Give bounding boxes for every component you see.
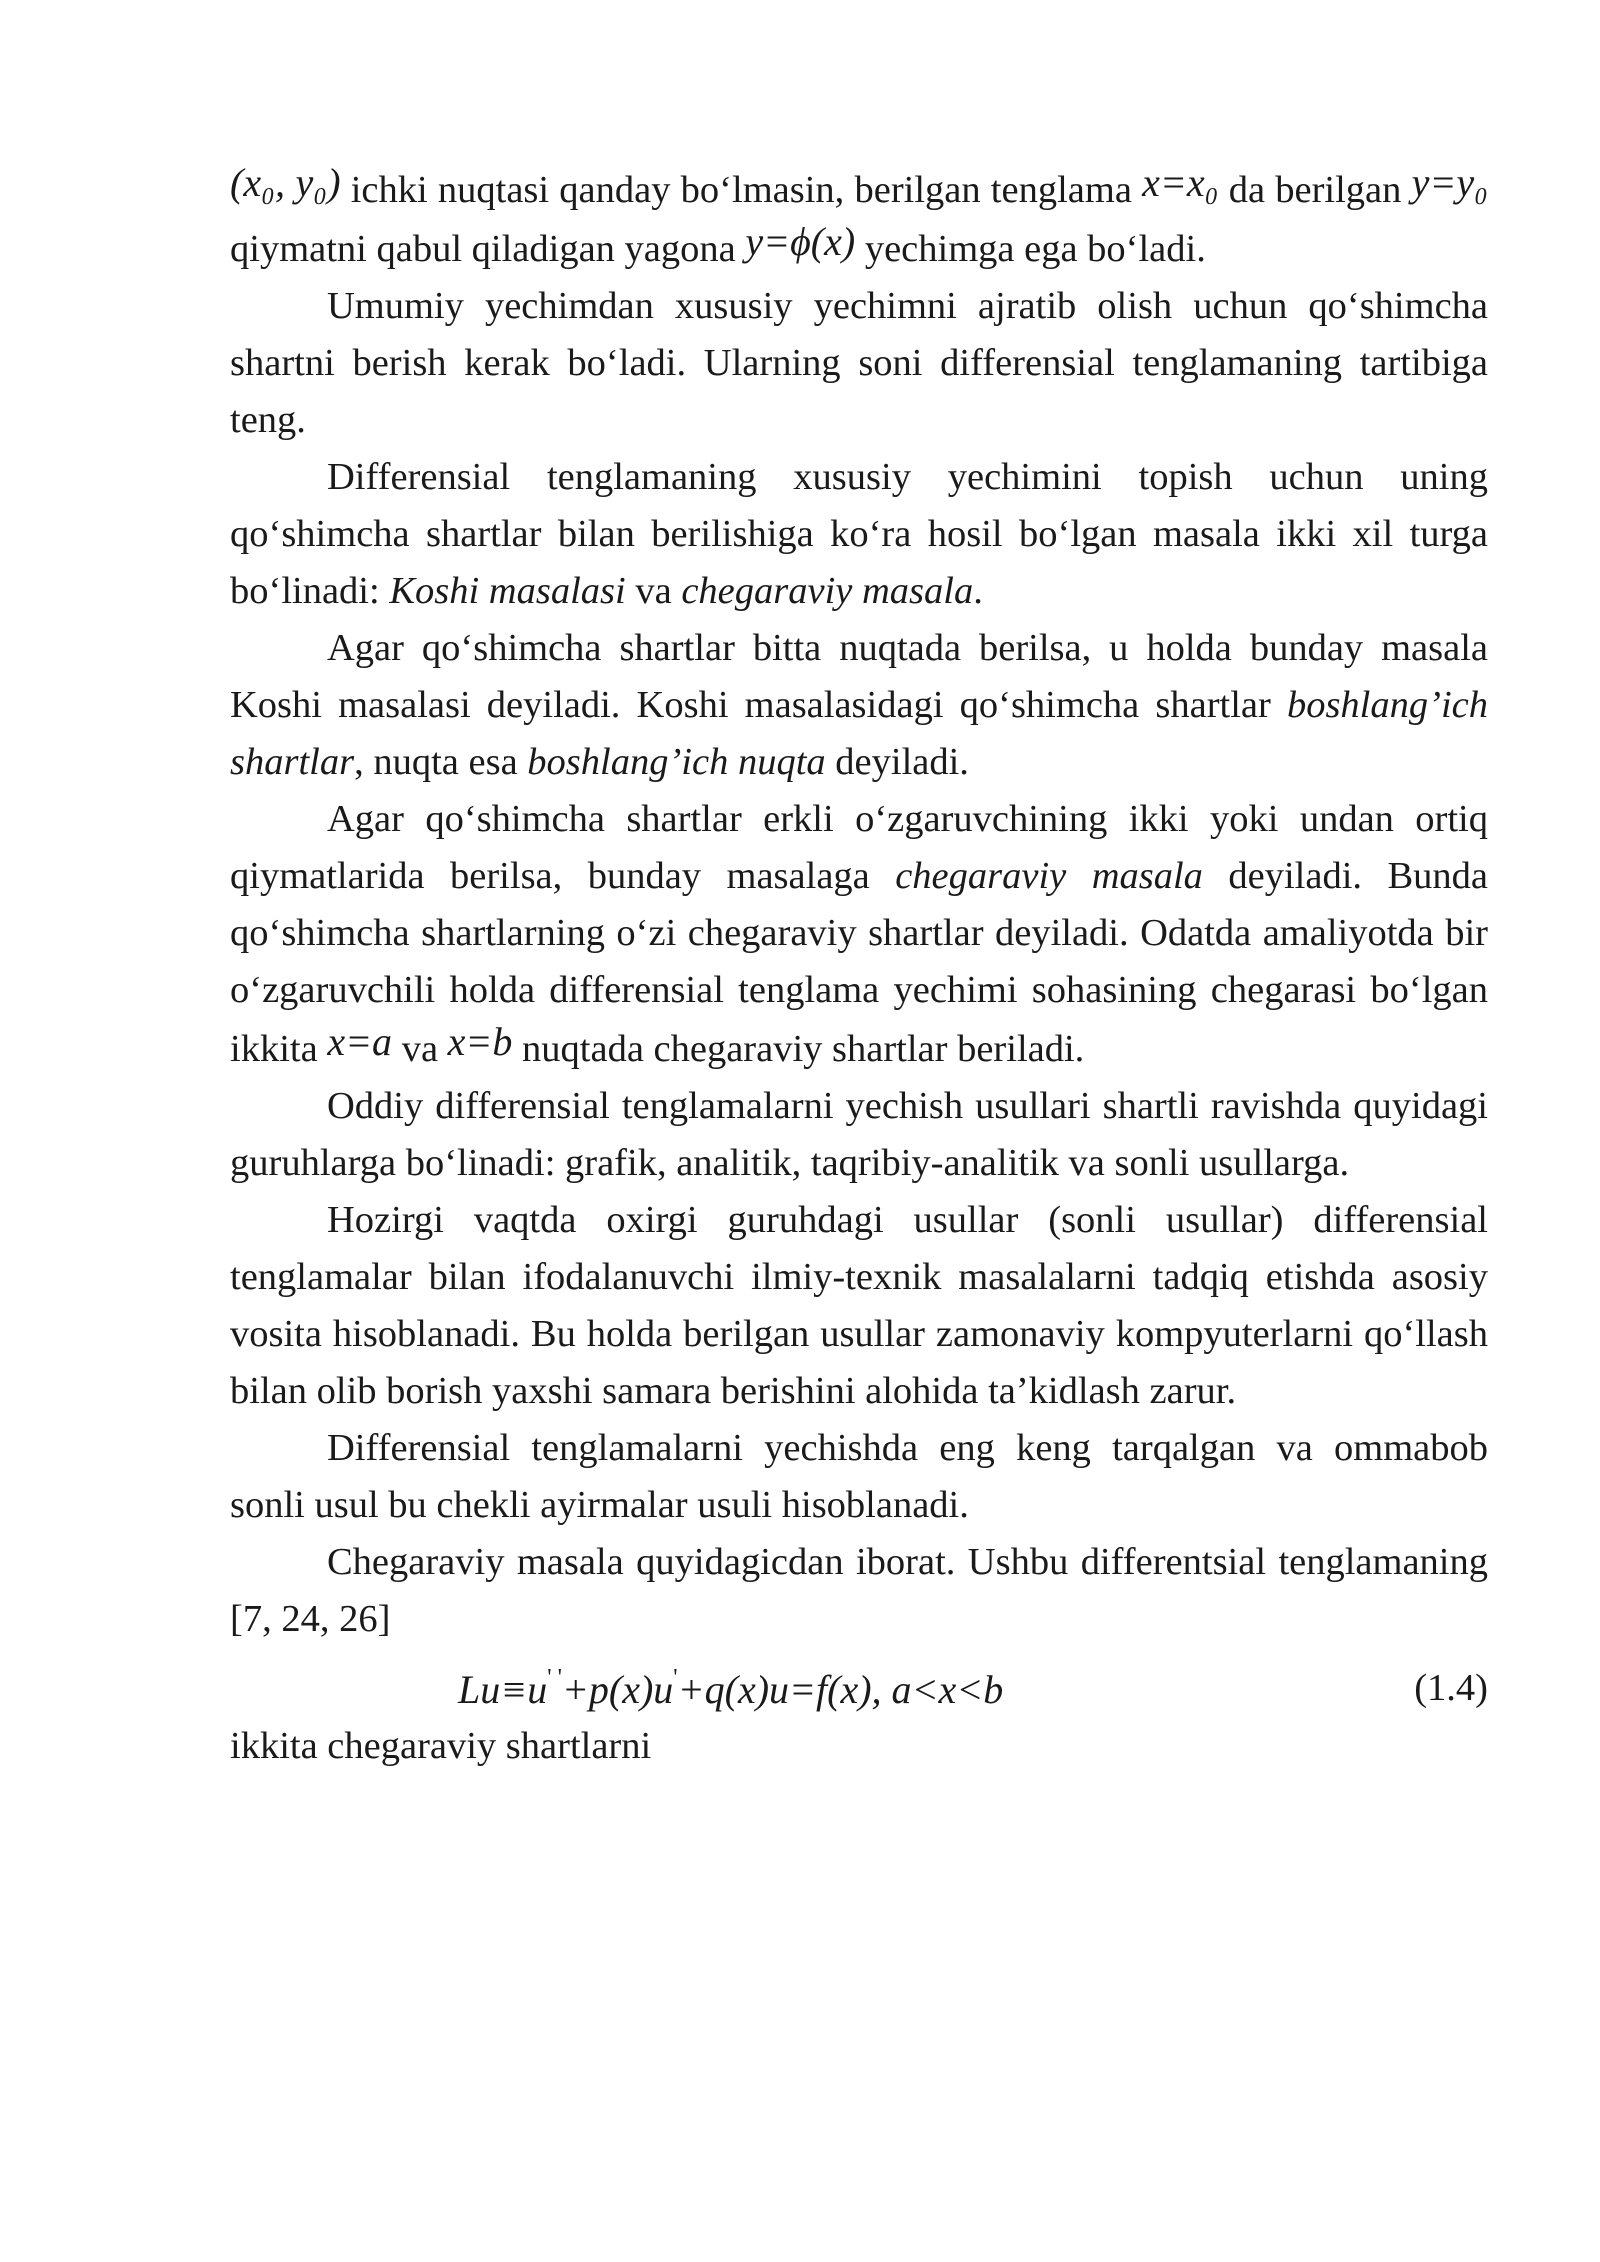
math-y-eq-phi: y=ϕ(x) (745, 219, 856, 264)
equation-part: +q(x)u=f(x), a<x<b (677, 1667, 1004, 1712)
text-span: va (392, 1028, 448, 1070)
italic-term: boshlang’ich shartlar (230, 684, 1488, 783)
text-span: . (973, 570, 983, 612)
italic-term: Koshi masalasi (389, 570, 626, 612)
italic-term: chegaraviy masala (681, 570, 974, 612)
paragraph-7: Hozirgi vaqtda oxirgi guruhdagi usullar (sonli usullar) differensial tenglamalar bilan ifodalanuvchi ilmiy-texnik masalalarni tadqiq etishda asosiy vosita hisoblanadi. Bu holda berilgan usullar zamonaviy kompyuterlarni qo‘llash bilan olib borish yaxshi samara berishini alohida ta’kidlash zarur. (230, 1199, 1488, 1412)
equation-1-4 (230, 1648, 1488, 1718)
paragraph-8: Differensial tenglamalarni yechishda eng keng tarqalgan va ommabob sonli usul bu chekli ayirmalar usuli hisoblanadi. (230, 1427, 1488, 1526)
paragraph-5 (230, 791, 1488, 1078)
prime: ' (673, 1665, 678, 1691)
math-x-eq-b: x=b (447, 1019, 513, 1064)
double-prime: ' ' (547, 1665, 562, 1691)
paragraph-9: Chegaraviy masala quyidagicdan iborat. Ushbu differentsial tenglamaning [7, 24, 26] (230, 1541, 1488, 1640)
text-span: Agar qo‘shimcha shartlar erkli o‘zgaruvchining ikki yoki undan ortiq qiymatlarida berilsa, bunday masalaga (230, 798, 1488, 897)
text-span: va (625, 570, 682, 612)
paragraph-10: ikkita chegaraviy shartlarni (230, 1725, 652, 1767)
italic-term: chegaraviy masala (895, 855, 1203, 897)
paragraph-6: Oddiy differensial tenglamalarni yechish usullari shartli ravishda quyidagi guruhlarga bo‘linadi: grafik, analitik, taqribiy-analitik va sonli usullarga. (230, 1085, 1488, 1184)
math-x-eq-a: x=a (327, 1019, 393, 1064)
equation-number: (1.4) (1414, 1667, 1488, 1709)
equation-lhs: Lu≡u (458, 1667, 548, 1712)
text-span: qiymatni qabul qiladigan yagona (230, 228, 746, 270)
math-x-eq-x0: x=x₀ (1142, 160, 1219, 205)
italic-term: boshlang’ich nuqta (527, 741, 826, 783)
text-span: , nuqta esa (354, 741, 528, 783)
equation-body (458, 1650, 1003, 1718)
paragraph-4 (230, 620, 1488, 791)
equation-part: +p(x)u (561, 1667, 674, 1712)
text-span: yechimga ega bo‘ladi. (855, 228, 1206, 270)
document-body (230, 160, 1488, 1775)
paragraph-1 (230, 160, 1488, 278)
paragraph-3 (230, 449, 1488, 620)
text-span: Differensial tenglamaning xususiy yechimini topish uchun uning qo‘shimcha shartlar bilan berilishiga ko‘ra hosil bo‘lgan masala ikki xil turga bo‘linadi: (230, 456, 1488, 612)
text-span: ichki nuqtasi qanday bo‘lmasin, berilgan tenglama (340, 169, 1143, 211)
text-span: Agar qo‘shimcha shartlar bitta nuqtada berilsa, u holda bunday masala Koshi masalasi deyiladi. Koshi masalasidagi qo‘shimcha shartlar (230, 627, 1488, 726)
text-span: deyiladi. (825, 741, 969, 783)
text-span: deyiladi. Bunda qo‘shimcha shartlarning o‘zi chegaraviy shartlar deyiladi. Odatda amaliyotda bir o‘zgaruvchili holda differensial tenglama yechimi sohasining chegarasi bo‘lgan ikkita (230, 855, 1488, 1070)
text-span: da berilgan (1218, 169, 1412, 211)
paragraph-2: Umumiy yechimdan xususiy yechimni ajratib olish uchun qo‘shimcha shartni berish kerak bo‘ladi. Ularning soni differensial tenglamaning tartibiga teng. (230, 285, 1488, 441)
math-point: (x₀, y₀) (230, 160, 341, 205)
math-y-eq-y0: y=y₀ (1411, 160, 1488, 205)
text-span: nuqtada chegaraviy shartlar beriladi. (512, 1028, 1085, 1070)
